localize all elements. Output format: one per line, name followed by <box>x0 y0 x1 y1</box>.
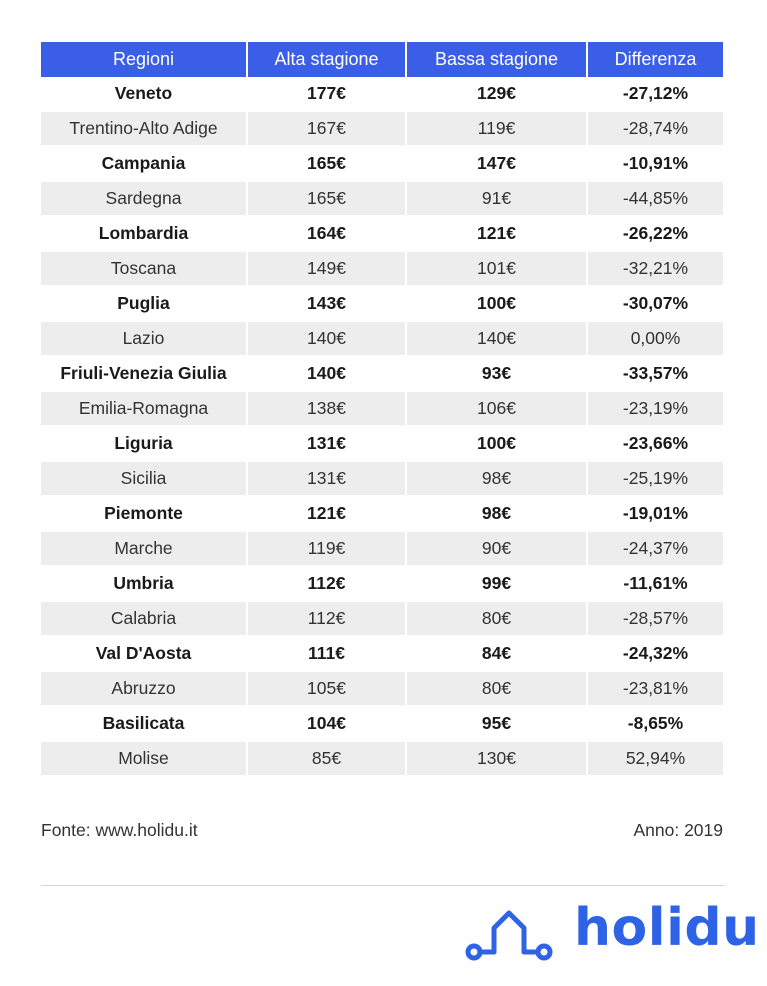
house-people-icon <box>464 906 556 964</box>
cell-alta-stagione: 112€ <box>248 602 407 637</box>
cell-alta-stagione: 131€ <box>248 462 407 497</box>
table-row <box>41 392 723 427</box>
table-row <box>41 147 723 182</box>
cell-region: Veneto <box>41 77 248 112</box>
cell-differenza: -44,85% <box>588 182 723 217</box>
cell-bassa-stagione: 100€ <box>407 287 588 322</box>
cell-alta-stagione: 111€ <box>248 637 407 672</box>
cell-bassa-stagione: 129€ <box>407 77 588 112</box>
cell-alta-stagione: 121€ <box>248 497 407 532</box>
table-row <box>41 252 723 287</box>
cell-region: Toscana <box>41 252 248 287</box>
cell-region: Lazio <box>41 322 248 357</box>
year-note: Anno: 2019 <box>633 820 723 840</box>
holidu-logo <box>464 898 760 968</box>
cell-alta-stagione: 164€ <box>248 217 407 252</box>
cell-alta-stagione: 131€ <box>248 427 407 462</box>
cell-region: Campania <box>41 147 248 182</box>
cell-differenza: -11,61% <box>588 567 723 602</box>
cell-differenza: -23,66% <box>588 427 723 462</box>
cell-region: Calabria <box>41 602 248 637</box>
cell-differenza: -25,19% <box>588 462 723 497</box>
cell-bassa-stagione: 93€ <box>407 357 588 392</box>
cell-bassa-stagione: 101€ <box>407 252 588 287</box>
cell-bassa-stagione: 80€ <box>407 602 588 637</box>
cell-region: Basilicata <box>41 707 248 742</box>
cell-differenza: -26,22% <box>588 217 723 252</box>
table-row <box>41 742 723 777</box>
cell-differenza: -24,32% <box>588 637 723 672</box>
cell-alta-stagione: 165€ <box>248 147 407 182</box>
cell-bassa-stagione: 119€ <box>407 112 588 147</box>
cell-differenza: -32,21% <box>588 252 723 287</box>
column-header-differenza: Differenza <box>588 42 723 77</box>
cell-alta-stagione: 143€ <box>248 287 407 322</box>
table-row <box>41 217 723 252</box>
cell-region: Molise <box>41 742 248 777</box>
cell-bassa-stagione: 91€ <box>407 182 588 217</box>
table-row <box>41 602 723 637</box>
cell-bassa-stagione: 140€ <box>407 322 588 357</box>
cell-differenza: -10,91% <box>588 147 723 182</box>
cell-region: Sicilia <box>41 462 248 497</box>
cell-bassa-stagione: 121€ <box>407 217 588 252</box>
cell-region: Umbria <box>41 567 248 602</box>
cell-alta-stagione: 167€ <box>248 112 407 147</box>
cell-region: Piemonte <box>41 497 248 532</box>
column-header-bassa-stagione: Bassa stagione <box>407 42 588 77</box>
cell-alta-stagione: 112€ <box>248 567 407 602</box>
cell-bassa-stagione: 98€ <box>407 497 588 532</box>
cell-bassa-stagione: 106€ <box>407 392 588 427</box>
table-row <box>41 497 723 532</box>
cell-differenza: 52,94% <box>588 742 723 777</box>
source-note: Fonte: www.holidu.it <box>41 820 198 840</box>
cell-region: Marche <box>41 532 248 567</box>
cell-differenza: -33,57% <box>588 357 723 392</box>
cell-bassa-stagione: 130€ <box>407 742 588 777</box>
table-row <box>41 567 723 602</box>
table-header-row <box>41 42 723 77</box>
cell-alta-stagione: 104€ <box>248 707 407 742</box>
cell-differenza: -30,07% <box>588 287 723 322</box>
cell-bassa-stagione: 90€ <box>407 532 588 567</box>
cell-alta-stagione: 105€ <box>248 672 407 707</box>
table-row <box>41 357 723 392</box>
cell-differenza: -27,12% <box>588 77 723 112</box>
cell-differenza: -28,57% <box>588 602 723 637</box>
cell-differenza: -19,01% <box>588 497 723 532</box>
cell-region: Lombardia <box>41 217 248 252</box>
table-row <box>41 112 723 147</box>
cell-region: Trentino-Alto Adige <box>41 112 248 147</box>
cell-bassa-stagione: 95€ <box>407 707 588 742</box>
cell-region: Emilia-Romagna <box>41 392 248 427</box>
cell-alta-stagione: 177€ <box>248 77 407 112</box>
cell-alta-stagione: 165€ <box>248 182 407 217</box>
table-row <box>41 287 723 322</box>
column-header-regioni: Regioni <box>41 42 248 77</box>
cell-differenza: -8,65% <box>588 707 723 742</box>
cell-differenza: -24,37% <box>588 532 723 567</box>
cell-region: Friuli-Venezia Giulia <box>41 357 248 392</box>
cell-alta-stagione: 119€ <box>248 532 407 567</box>
cell-region: Val D'Aosta <box>41 637 248 672</box>
table-row <box>41 532 723 567</box>
cell-region: Sardegna <box>41 182 248 217</box>
cell-alta-stagione: 85€ <box>248 742 407 777</box>
table-row <box>41 707 723 742</box>
table-row <box>41 637 723 672</box>
column-header-alta-stagione: Alta stagione <box>248 42 407 77</box>
cell-bassa-stagione: 147€ <box>407 147 588 182</box>
regional-price-table <box>41 42 723 777</box>
table-body <box>41 77 723 777</box>
cell-bassa-stagione: 84€ <box>407 637 588 672</box>
table-row <box>41 672 723 707</box>
cell-differenza: -23,81% <box>588 672 723 707</box>
cell-differenza: 0,00% <box>588 322 723 357</box>
table-row <box>41 77 723 112</box>
table-row <box>41 182 723 217</box>
cell-bassa-stagione: 100€ <box>407 427 588 462</box>
brand-name: holidu <box>574 898 760 958</box>
footer-divider <box>41 885 725 886</box>
table-row <box>41 322 723 357</box>
cell-region: Puglia <box>41 287 248 322</box>
cell-region: Liguria <box>41 427 248 462</box>
cell-bassa-stagione: 98€ <box>407 462 588 497</box>
table-row <box>41 427 723 462</box>
cell-alta-stagione: 149€ <box>248 252 407 287</box>
table-row <box>41 462 723 497</box>
cell-differenza: -28,74% <box>588 112 723 147</box>
cell-differenza: -23,19% <box>588 392 723 427</box>
cell-alta-stagione: 140€ <box>248 322 407 357</box>
cell-alta-stagione: 140€ <box>248 357 407 392</box>
cell-region: Abruzzo <box>41 672 248 707</box>
cell-bassa-stagione: 80€ <box>407 672 588 707</box>
cell-bassa-stagione: 99€ <box>407 567 588 602</box>
cell-alta-stagione: 138€ <box>248 392 407 427</box>
